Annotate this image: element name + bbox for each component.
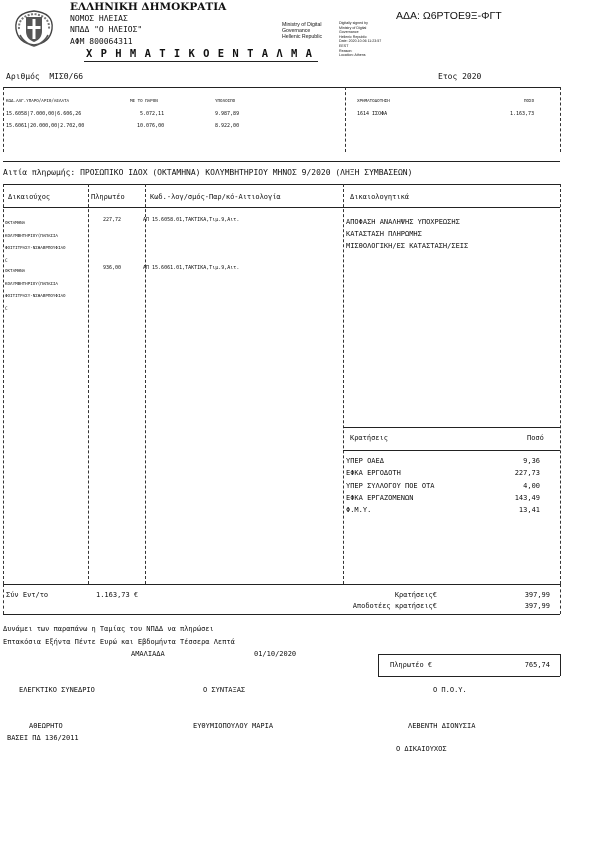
role-compiler: Ο ΣΥΝΤΑΞΑΣ [203,686,246,694]
deductions-names [346,455,435,516]
title-underline [84,61,318,62]
beneficiary-entry: ΟΚΤΑΜΗΝΑ ΚΟΛΥΜΒΗΤΗΡΙΟΥ(ΠΑΠΑΣΙΑ ΦΟΙΤΙΤΡΑΣΥ-ΝΣΦΑΒΡΠΟΥΦΙΑΟ C [5,268,66,311]
budget-row-code: 15.6061|20.000,00|2.702,00 [6,123,85,129]
main-table-top-rule [3,184,560,185]
entry-code: ΑΠ 15.6061.01,ΤΑΚΤΙΚΑ,Τιμ.9,Αιτ. [143,265,240,271]
deduction-name: ΕΦΚΑ ΕΡΓΟΔΟΤΗ [346,469,401,478]
sum-value: 1.163,73 € [96,591,139,599]
role-audit-court: ΕΛΕΓΚΤΙΚΟ ΣΥΝΕΔΡΙΟ [19,686,95,694]
payment-authorization: Δυνάμει των παραπάνω η Ταμίας του ΝΠΔΔ να πληρώσει [3,625,214,633]
coat-of-arms-emblem [10,5,58,49]
year-field: Ετος 2020 [438,72,482,81]
entry-code: ΑΠ 15.6058.01,ΤΑΚΤΙΚΑ,Τιμ.9,Αιτ. [143,217,240,223]
deduction-name: Φ.Μ.Υ. [346,506,372,515]
payment-cause: Αιτία πληρωμής: ΠΡΟΣΩΠΙΚΟ ΙΔΟΧ (ΟΚΤΑΜΗΝΑ) ΚΟΛΥΜΒΗΤΗΡΙΟΥ ΜΗΝΟΣ 9/2020 (ΛΗΞΗ ΣΥΜΒΑΣΕΩΝ) [3,168,413,177]
payable-deductions-value: 397,99 [524,602,550,610]
budget-row-current: 10.076,00 [137,123,165,129]
document-item: ΜΙΣΘΟΛΟΓΙΚΗ/ΕΣ ΚΑΤΑΣΤΑΣΗ/ΣΕΙΣ [346,242,469,251]
document-title: Χ Ρ Η Μ Α Τ Ι Κ Ο Ε Ν Τ Α Λ Μ Α [86,48,313,60]
budget-header-current: ΜΕ ΤΟ ΠΑΡΟΝ [130,98,158,103]
col-header-payable: Πληρωτέο [91,193,125,201]
entry-amount: 936,00 [103,265,122,271]
main-table-left-border [3,184,4,584]
deduction-name: ΥΠΕΡ ΣΥΛΛΟΓΟΥ ΠΟΕ ΟΤΑ [346,481,435,490]
col-divider-code [145,184,146,584]
budget-row-balance: 8.922,00 [215,123,240,129]
col-divider-docs [343,184,344,584]
sum-label: Σύν Εντ/το [6,591,49,599]
budget-row-code: 15.6058|7.000,00|6.606,26 [6,111,82,117]
amount-in-words: Επτακόσια Εξήντα Πέντε Ευρώ και Εβδομήντα Τέσσερα Λεπτά [3,638,235,646]
budget-top-rule [3,87,560,88]
name-audit-court: ΑΘΕΩΡΗΤΟ [29,722,63,730]
deductions-header-amount: Ποσό [527,434,544,442]
budget-header-balance: ΥΠΟΛΟΙΠΟ [215,98,236,103]
col-header-docs: Δικαιολογητικά [350,193,410,201]
supporting-documents-list [346,216,468,253]
document-item: ΑΠΟΦΑΣΗ ΑΝΑΛΗΨΗΣ ΥΠΟΧΡΕΩΣΗΣ [346,218,460,226]
place: ΑΜΑΛΙΑΔΑ [131,650,165,658]
deduction-amount: 4,00 [523,481,540,490]
deduction-amount: 143,49 [514,493,540,502]
totals-bottom-rule [3,614,560,615]
deduction-amount: 9,36 [523,457,540,465]
main-table-right-border [560,184,561,584]
country-title: ΕΛΛΗΝΙΚΗ ΔΗΜΟΚΡΑΤΙΑ [70,1,227,13]
afm-number: ΑΦΜ 800064311 [70,37,133,46]
ministry-label: Ministry of Digital Governance Hellenic Republic [282,22,323,41]
main-table-header-rule [3,207,560,208]
budget-row-balance: 9.987,89 [215,111,240,117]
payable-box-top [378,654,560,655]
deductions-header-label: Κρατήσεις [350,434,388,442]
deduction-name: ΕΦΚΑ ΕΡΓΑΖΟΜΕΝΩΝ [346,493,414,502]
totals-right-border [560,584,561,614]
name-financial-head: ΛΕΒΕΝΤΗ ΔΙΟΝΥΣΙΑ [408,722,476,730]
deduction-name: ΥΠΕΡ ΟΑΕΔ [346,457,384,465]
number-field: Αριθμός ΜΙΣΘ/66 [6,72,84,81]
deductions-header-rule [343,450,560,451]
budget-right-border [560,87,561,152]
budget-header-code: ΚΩΔ.ΑΛΓ.ΥΠΑΡΟ/ΑΡΙΘ/ΑΕΛΑΤΑ [6,98,70,103]
budget-header-amount: ΠΟΣΟ [524,98,535,103]
payable-box-bottom [378,676,560,677]
payable-value: 765,74 [524,661,550,669]
beneficiary-entry: ΟΚΤΑΜΗΝΑ ΚΟΛΥΜΒΗΤΗΡΙΟΥ(ΠΑΠΑΣΙΑ ΦΟΙΤΙΤΡΑΣΥ-ΝΣΦΑΒΡΠΟΥΦΙΑΟ C [5,220,66,263]
budget-header-funding: ΧΡΗΜΑΤΟΔΟΤΗΣΗ [357,98,390,103]
digital-signature-block: Digitally signed by Ministry of Digital Governance Hellenic Republic Date: 2020.10.06 11:23:57 EEST Reason: Location: Athens [339,21,382,58]
prefecture: ΝΟΜΟΣ ΗΛΕΙΑΣ [70,14,128,23]
payable-deductions-label: Αποδοτέες κρατήσεις€ [352,602,437,610]
deduction-amount: 227,73 [514,469,540,478]
date: 01/10/2020 [254,650,297,658]
deductions-total-value: 397,99 [524,591,550,599]
beneficiary-signature: Ο ΔΙΚΑΙΟΥΧΟΣ [396,745,447,753]
ada-code: ΑΔΑ: Ω6ΡΤΟΕ9Ξ-ΦΓΤ [396,10,502,22]
totals-left-border [3,584,4,614]
name-compiler: ΕΥΘΥΜΙΟΠΟΥΛΟΥ ΜΑΡΙΑ [193,722,274,730]
cause-top-rule [3,161,560,162]
budget-left-border [3,87,4,152]
deductions-amounts [480,455,540,516]
deductions-top-rule [343,427,560,428]
document-item: ΚΑΤΑΣΤΑΣΗ ΠΛΗΡΩΜΗΣ [346,230,422,239]
col-divider-payable [88,184,89,584]
entry-amount: 227,72 [103,217,122,223]
legal-basis: ΒΑΣΕΙ ΠΔ 136/2011 [7,734,79,742]
col-header-code: Κωδ.-λογ/σμός-Παρ/κό-Αιτιολογία [150,193,281,201]
totals-top-rule [3,584,560,585]
entity-name: ΝΠΔΔ "Ο ΗΛΕΙΟΣ" [70,25,143,34]
budget-row-current: 5.072,11 [140,111,165,117]
funding-row-source: 1614 ΙΣΟΦΑ [357,111,388,117]
payable-box-left [378,654,379,676]
deduction-amount: 13,41 [518,506,540,515]
payable-box-right [560,654,561,676]
col-header-beneficiary: Δικαιούχος [8,193,51,201]
funding-row-amount: 1.163,73 [510,111,535,117]
payable-label: Πληρωτέο € [390,661,433,669]
role-financial-head: Ο Π.Ο.Υ. [433,686,467,694]
deductions-total-label: Κρατήσεις€ [394,591,437,599]
budget-divider [345,87,346,152]
